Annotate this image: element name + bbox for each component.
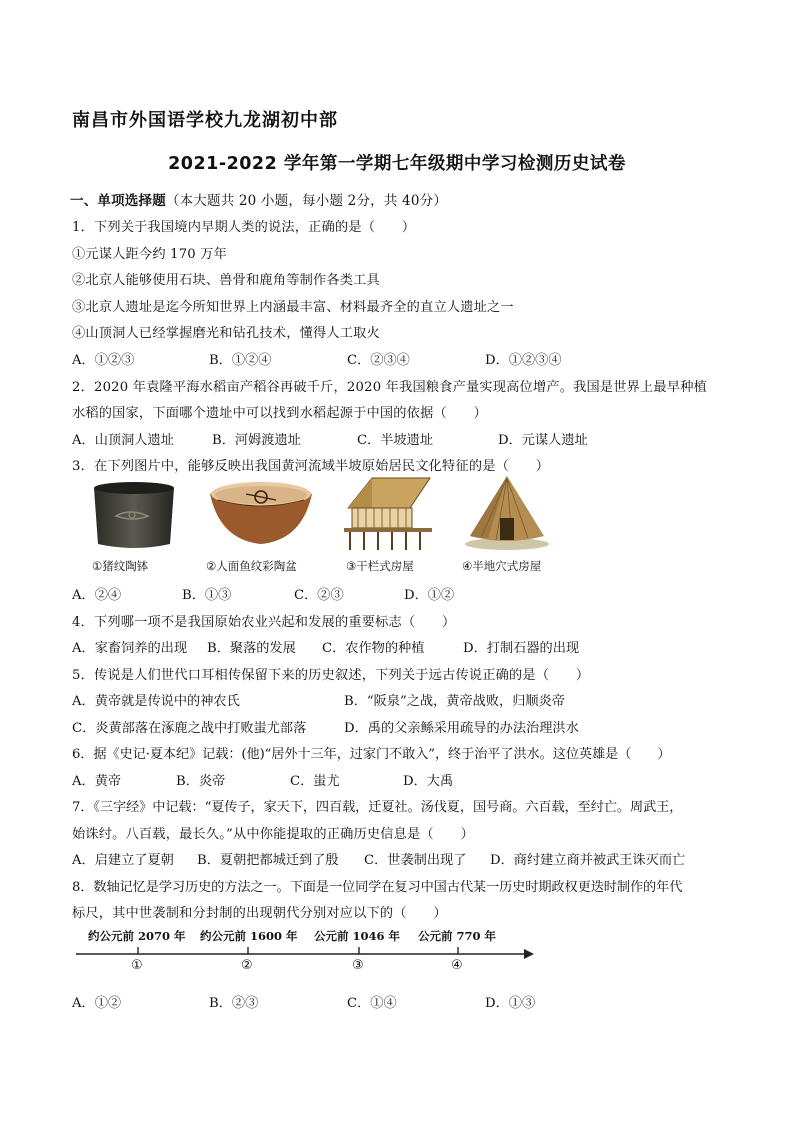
- q5-option-a: A．黄帝就是传说中的神农氏: [72, 694, 240, 709]
- q1-option-b: B．①②④: [209, 353, 272, 368]
- q1-stem: 1．下列关于我国境内早期人类的说法，正确的是（ ）: [72, 220, 416, 235]
- q3-option-b: B．①③: [182, 588, 232, 603]
- q1-item-2: ②北京人能够使用石块、兽骨和鹿角等制作各类工具: [72, 273, 380, 288]
- q6-stem: 6．据《史记·夏本纪》记载：(他)“居外十三年，过家门不敢入”，终于治平了洪水。这位英雄是（ ）: [72, 747, 671, 762]
- q2-stem-line1: 2．2020 年袁隆平海水稻亩产稻谷再破千斤，2020 年我国粮食产量实现高位增产。我国是世界上最早种植: [72, 380, 707, 395]
- q2-option-a: A．山顶洞人遗址: [72, 433, 174, 448]
- q8-option-a: A．①②: [72, 996, 122, 1011]
- q7-option-b: B．夏朝把都城迁到了殷: [197, 853, 339, 868]
- q1-option-d: D．①②③④: [485, 353, 562, 368]
- timeline: [76, 928, 536, 976]
- q3-option-c: C．②③: [294, 588, 344, 603]
- fish-face-basin-image: [206, 478, 316, 550]
- timeline-date-4: 公元前 770 年: [418, 929, 497, 943]
- q6-option-a: A．黄帝: [72, 774, 122, 789]
- q6-option-c: C．蚩尤: [290, 774, 340, 789]
- school-name: 南昌市外国语学校九龙湖初中部: [72, 110, 338, 131]
- q4-option-c: C．农作物的种植: [322, 641, 425, 656]
- timeline-axis: [76, 946, 536, 960]
- q6-option-b: B．炎帝: [176, 774, 226, 789]
- q7-stem-line1: 7．《三字经》中记载：“夏传子，家天下，四百载，迁夏社。汤伐夏，国号商。六百载，至纣亡。周武王，: [72, 800, 683, 815]
- q4-stem: 4．下列哪一项不是我国原始农业兴起和发展的重要标志（ ）: [72, 615, 456, 630]
- q7-option-c: C．世袭制出现了: [364, 853, 467, 868]
- q7-option-d: D．商纣建立商并被武王诛灭而亡: [490, 853, 686, 868]
- q3-option-d: D．①②: [404, 588, 455, 603]
- timeline-date-3: 公元前 1046 年: [314, 929, 401, 943]
- q3-stem: 3．在下列图片中，能够反映出我国黄河流域半坡原始居民文化特征的是（ ）: [72, 459, 550, 474]
- semi-subterranean-house-image: [462, 470, 552, 552]
- q7-option-a: A．启建立了夏朝: [72, 853, 174, 868]
- q3-caption-2: ②人面鱼纹彩陶盆: [206, 559, 297, 573]
- q3-caption-4: ④半地穴式房屋: [462, 559, 542, 573]
- q4-option-b: B．聚落的发展: [207, 641, 296, 656]
- timeline-mark-2: ②: [241, 958, 253, 973]
- timeline-mark-3: ③: [352, 958, 364, 973]
- q1-option-c: C．②③④: [347, 353, 410, 368]
- q5-option-c: C．炎黄部落在涿鹿之战中打败蚩尤部落: [72, 721, 307, 736]
- timeline-date-2: 约公元前 1600 年: [200, 929, 298, 943]
- pig-pattern-pottery-image: [86, 478, 182, 554]
- timeline-mark-4: ④: [451, 958, 463, 973]
- q4-option-d: D．打制石器的出现: [463, 641, 580, 656]
- q6-option-d: D．大禹: [403, 774, 454, 789]
- q5-option-b: B．“阪泉”之战，黄帝战败，归顺炎帝: [344, 694, 565, 709]
- section-note: （本大题共 20 小题，每小题 2分，共 40分）: [165, 193, 448, 209]
- q2-stem-line2: 水稻的国家，下面哪个遗址中可以找到水稻起源于中国的依据（ ）: [72, 406, 488, 421]
- q7-stem-line2: 始诛纣。八百载，最长久。”从中你能提取的正确历史信息是（ ）: [72, 827, 474, 842]
- q8-stem-line2: 标尺，其中世袭制和分封制的出现朝代分别对应以下的（ ）: [72, 906, 447, 921]
- timeline-mark-1: ①: [131, 958, 143, 973]
- q4-option-a: A．家畜饲养的出现: [72, 641, 188, 656]
- q3-caption-1: ①猪纹陶钵: [92, 559, 149, 573]
- q8-stem-line1: 8．数轴记忆是学习历史的方法之一。下面是一位同学在复习中国古代某一历史时期政权更迭时制作的年代: [72, 880, 683, 895]
- q3-caption-3: ③干栏式房屋: [346, 559, 414, 573]
- q1-item-3: ③北京人遗址是迄今所知世界上内涵最丰富、材料最齐全的直立人遗址之一: [72, 300, 514, 315]
- q8-option-b: B．②③: [209, 996, 259, 1011]
- q5-option-d: D．禹的父亲鲧采用疏导的办法治理洪水: [344, 721, 579, 736]
- q3-option-a: A．②④: [72, 588, 122, 603]
- q2-option-b: B．河姆渡遗址: [212, 433, 301, 448]
- q5-stem: 5．传说是人们世代口耳相传保留下来的历史叙述，下列关于远古传说正确的是（ ）: [72, 668, 590, 683]
- q1-item-1: ①元谋人距今约 170 万年: [72, 247, 228, 262]
- q8-option-c: C．①④: [347, 996, 397, 1011]
- q8-option-d: D．①③: [485, 996, 536, 1011]
- section-heading: [70, 189, 447, 209]
- section-heading-label: 一、单项选择题: [70, 193, 166, 209]
- exam-title: 2021-2022 学年第一学期七年级期中学习检测历史试卷: [168, 154, 626, 174]
- q1-item-4: ④山顶洞人已经掌握磨光和钻孔技术，懂得人工取火: [72, 326, 380, 341]
- q2-option-d: D．元谋人遗址: [498, 433, 588, 448]
- q2-option-c: C．半坡遗址: [357, 433, 434, 448]
- timeline-date-1: 约公元前 2070 年: [88, 929, 186, 943]
- q1-option-a: A．①②③: [72, 353, 135, 368]
- stilt-house-image: [338, 472, 438, 554]
